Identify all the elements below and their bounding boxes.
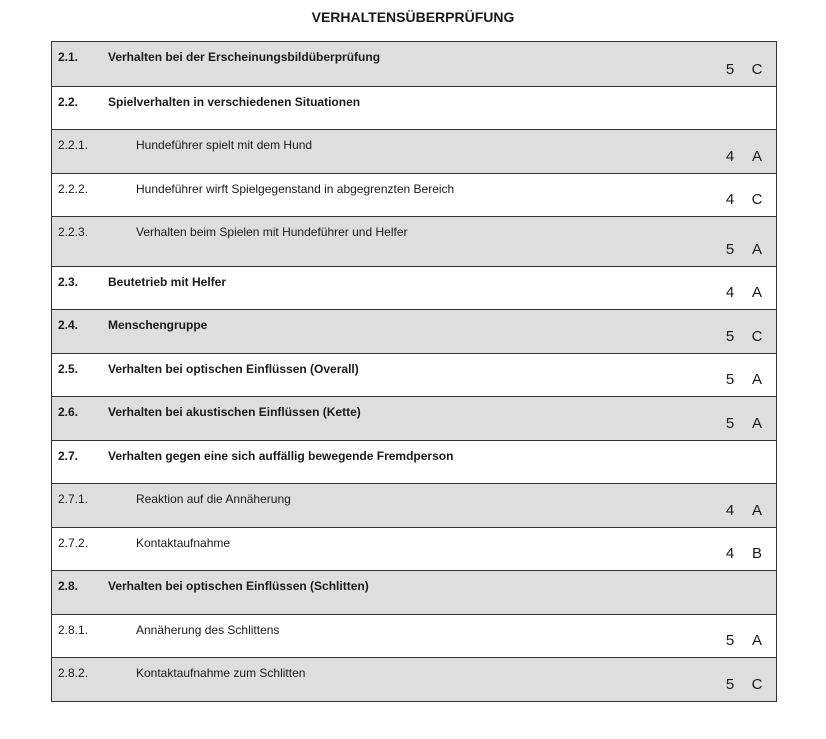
row-label: Kontaktaufnahme: [136, 536, 231, 550]
row-label: Hundeführer spielt mit dem Hund: [136, 138, 313, 152]
row-score: 4: [725, 191, 735, 208]
row-grade: A: [751, 415, 762, 432]
row-grade: A: [751, 502, 762, 519]
table-row: [52, 570, 776, 614]
row-score: 4: [725, 284, 735, 301]
row-grade: A: [751, 371, 762, 388]
row-number: 2.3.: [58, 275, 79, 289]
row-number: 2.6.: [58, 405, 79, 419]
row-grade: A: [751, 241, 762, 258]
row-score: 5: [725, 676, 735, 693]
table-row: [52, 309, 776, 353]
row-grade: A: [751, 284, 762, 301]
row-score: 5: [725, 632, 735, 649]
row-label: Kontaktaufnahme zum Schlitten: [136, 666, 306, 680]
table-row: [52, 353, 776, 396]
table-row: [52, 266, 776, 309]
row-number: 2.7.: [58, 449, 79, 463]
row-score: 4: [725, 148, 735, 165]
row-grade: A: [751, 632, 762, 649]
row-number: 2.8.2.: [58, 666, 89, 680]
evaluation-table: [51, 41, 777, 702]
row-label: Annäherung des Schlittens: [136, 623, 280, 637]
table-row: [52, 173, 776, 216]
row-number: 2.2.: [58, 95, 79, 109]
row-grade: A: [751, 148, 762, 165]
row-grade: C: [751, 676, 763, 693]
table-row: [52, 657, 776, 701]
table-row: [52, 527, 776, 570]
row-label: Verhalten gegen eine sich auffällig bewegende Fremdperson: [108, 449, 454, 463]
row-score: 5: [725, 61, 735, 78]
row-score: 5: [725, 371, 735, 388]
table-row: [52, 483, 776, 527]
table-row: [52, 614, 776, 657]
row-number: 2.7.1.: [58, 492, 89, 506]
row-label: Spielverhalten in verschiedenen Situationen: [108, 95, 361, 109]
row-number: 2.2.2.: [58, 182, 89, 196]
table-row: [52, 396, 776, 440]
row-label: Verhalten bei der Erscheinungsbildüberprüfung: [108, 50, 381, 64]
row-label: Verhalten beim Spielen mit Hundeführer und Helfer: [136, 225, 408, 239]
row-number: 2.2.3.: [58, 225, 89, 239]
row-grade: B: [751, 545, 762, 562]
table-row: [52, 129, 776, 173]
row-score: 4: [725, 502, 735, 519]
row-label: Verhalten bei akustischen Einflüssen (Kette): [108, 405, 361, 419]
row-label: Verhalten bei optischen Einflüssen (Schlitten): [108, 579, 369, 593]
table-row: [52, 216, 776, 266]
table-row: [52, 86, 776, 129]
row-score: 4: [725, 545, 735, 562]
row-score: 5: [725, 241, 735, 258]
row-number: 2.4.: [58, 318, 79, 332]
row-number: 2.1.: [58, 50, 79, 64]
row-score: 5: [725, 328, 735, 345]
row-label: Reaktion auf die Annäherung: [136, 492, 291, 506]
row-label: Verhalten bei optischen Einflüssen (Overall): [108, 362, 359, 376]
row-number: 2.5.: [58, 362, 79, 376]
row-grade: C: [751, 328, 763, 345]
table-row: [52, 440, 776, 483]
row-number: 2.8.1.: [58, 623, 89, 637]
row-label: Menschengruppe: [108, 318, 208, 332]
row-number: 2.2.1.: [58, 138, 89, 152]
row-grade: C: [751, 61, 763, 78]
row-grade: C: [751, 191, 763, 208]
row-label: Beutetrieb mit Helfer: [108, 275, 227, 289]
row-score: 5: [725, 415, 735, 432]
page-title: VERHALTENSÜBERPRÜFUNG: [311, 9, 515, 25]
row-number: 2.7.2.: [58, 536, 89, 550]
row-number: 2.8.: [58, 579, 79, 593]
row-label: Hundeführer wirft Spielgegenstand in abgegrenzten Bereich: [136, 182, 455, 196]
table-row: [52, 42, 776, 86]
